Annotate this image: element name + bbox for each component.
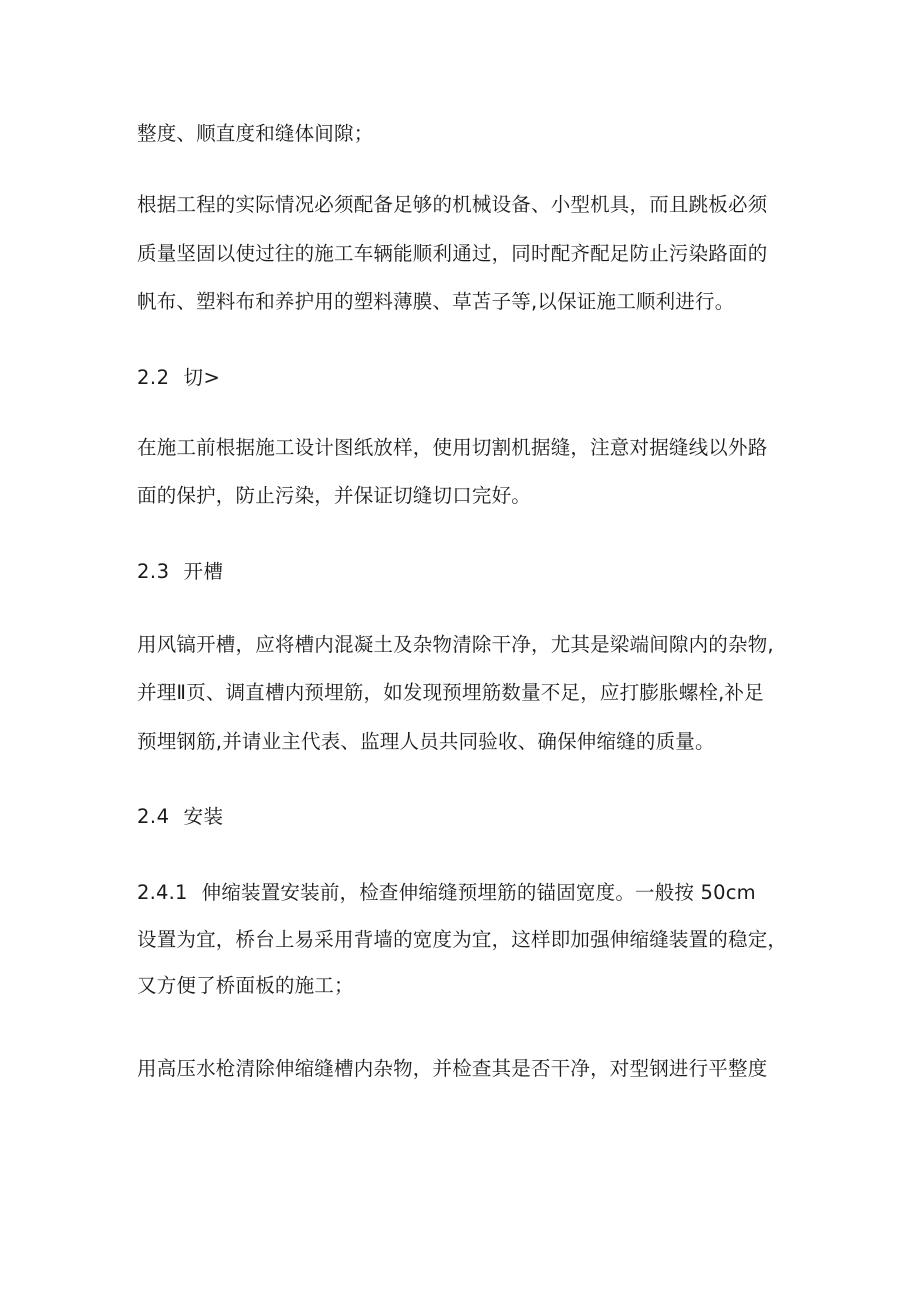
section-heading	[137, 364, 797, 392]
paragraph-line: 设置为宜，桥台上易采用背墙的宽度为宜，这样即加强伸缩缝装置的稳定，	[137, 928, 788, 951]
section-number: 2.3	[137, 560, 170, 583]
section-number: 2.2	[137, 366, 170, 389]
paragraph-line: 又方便了桥面板的施工；	[137, 974, 354, 997]
subsection-number: 2.4.1	[137, 881, 188, 904]
section-title: 开槽	[183, 560, 224, 583]
paragraph-line: 用风镐开槽，应将槽内混凝土及杂物清除干净，尤其是梁端间隙内的杂物,	[137, 633, 774, 656]
paragraph-line: 整度、顺直度和缝体间隙；	[137, 122, 374, 145]
paragraph-line: 在施工前根据施工设计图纸放样，使用切割机据缝，注意对据缝线以外路	[137, 436, 768, 459]
paragraph-line: 面的保护，防止污染，并保证切缝切口完好。	[137, 484, 532, 507]
subsection-line	[137, 879, 797, 907]
paragraph-line: 帆布、塑料布和养护用的塑料薄膜、草苫子等,以保证施工顺利进行。	[137, 290, 735, 313]
section-heading	[137, 558, 797, 586]
paragraph-line: 质量坚固以使过往的施工车辆能顺利通过，同时配齐配足防止污染路面的	[137, 242, 768, 265]
paragraph-line: 根据工程的实际情况必须配备足够的机械设备、小型机具，而且跳板必须	[137, 193, 768, 216]
paragraph-line: 并理Ⅱ页、调直槽内预埋筋，如发现预埋筋数量不足，应打膨胀螺栓,补足	[137, 681, 764, 704]
section-number: 2.4	[137, 805, 170, 828]
section-title: 切>	[183, 366, 221, 389]
paragraph-line: 用高压水枪清除伸缩缝槽内杂物，并检查其是否干净，对型钢进行平整度	[137, 1057, 768, 1080]
section-heading	[137, 803, 797, 831]
subsection-text: 伸缩装置安装前，检查伸缩缝预埋筋的锚固宽度。一般按 50cm	[201, 881, 756, 904]
paragraph-line: 预埋钢筋,并请业主代表、监理人员共同验收、确保伸缩缝的质量。	[137, 730, 715, 753]
section-title: 安装	[183, 805, 224, 828]
